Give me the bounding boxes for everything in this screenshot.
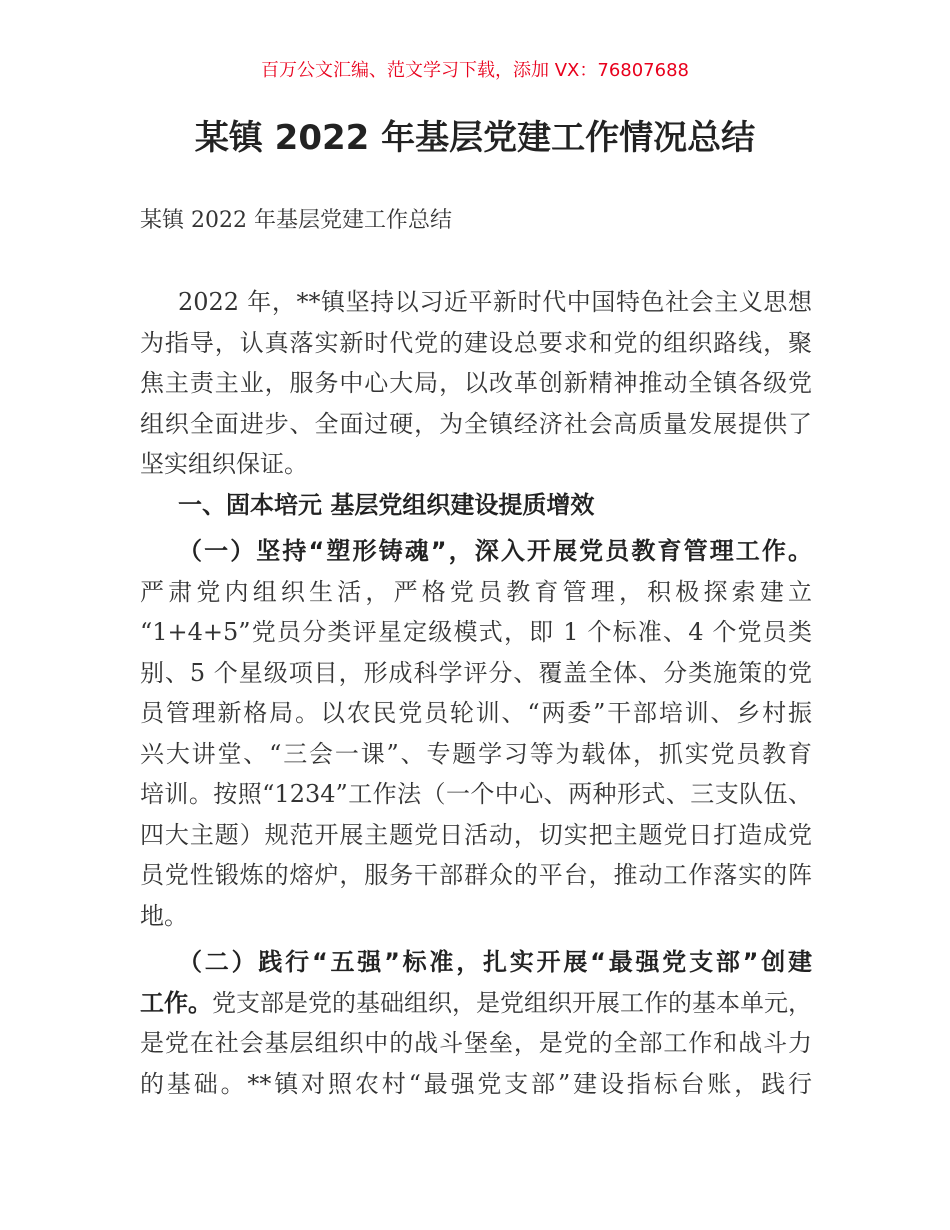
text-segment: 党支部是党的基础组织，是党组织开展工作的基本单元，	[212, 988, 812, 1017]
text-line: 为指导，认真落实新时代党的建设总要求和党的组织路线，聚	[140, 328, 812, 357]
document-title: 某镇 2022 年基层党建工作情况总结	[194, 118, 756, 158]
text-line: 兴大讲堂、“三会一课”、专题学习等为载体，抓实党员教育	[140, 739, 812, 768]
text-line: 焦主责主业，服务中心大局，以改革创新精神推动全镇各级党	[140, 369, 812, 397]
text-line: 坚实组织保证。	[140, 450, 308, 478]
text-line: 2022 年，**镇坚持以习近平新时代中国特色社会主义思想	[178, 288, 812, 316]
text-line: 四大主题）规范开展主题党日活动，切实把主题党日打造成党	[140, 820, 812, 849]
text-line: 的基础。**镇对照农村“最强党支部”建设指标台账，践行	[140, 1069, 812, 1098]
text-line: 别、5 个星级项目，形成科学评分、覆盖全体、分类施策的党	[140, 658, 812, 687]
subsection-heading-end: 工作。	[140, 988, 212, 1017]
text-line	[140, 983, 812, 1024]
text-line: “1+4+5”党员分类评星定级模式，即 1 个标准、4 个党员类	[140, 618, 812, 646]
text-line: 是党在社会基层组织中的战斗堡垒，是党的全部工作和战斗力	[140, 1029, 812, 1057]
text-line: 员管理新格局。以农民党员轮训、“两委”干部培训、乡村振	[140, 699, 812, 727]
text-line: 培训。按照“1234”工作法（一个中心、两种形式、三支队伍、	[140, 780, 812, 808]
watermark-banner: 百万公文汇编、范文学习下载，添加 VX：76807688	[261, 60, 689, 81]
section-heading: 一、固本培元 基层党组织建设提质增效	[178, 490, 595, 519]
subsection-heading: （二）践行“五强”标准，扎实开展“最强党支部”创建	[178, 948, 812, 976]
document-body	[140, 282, 812, 1104]
text-line: 严肃党内组织生活，严格党员教育管理，积极探索建立	[140, 577, 812, 606]
text-line: 员党性锻炼的熔炉，服务干部群众的平台，推动工作落实的阵	[140, 861, 812, 889]
subsection-heading: （一）坚持“塑形铸魂”，深入开展党员教育管理工作。	[178, 537, 812, 565]
text-line: 组织全面进步、全面过硬，为全镇经济社会高质量发展提供了	[140, 409, 812, 438]
document-subtitle: 某镇 2022 年基层党建工作总结	[140, 208, 452, 233]
text-line: 地。	[140, 901, 188, 930]
